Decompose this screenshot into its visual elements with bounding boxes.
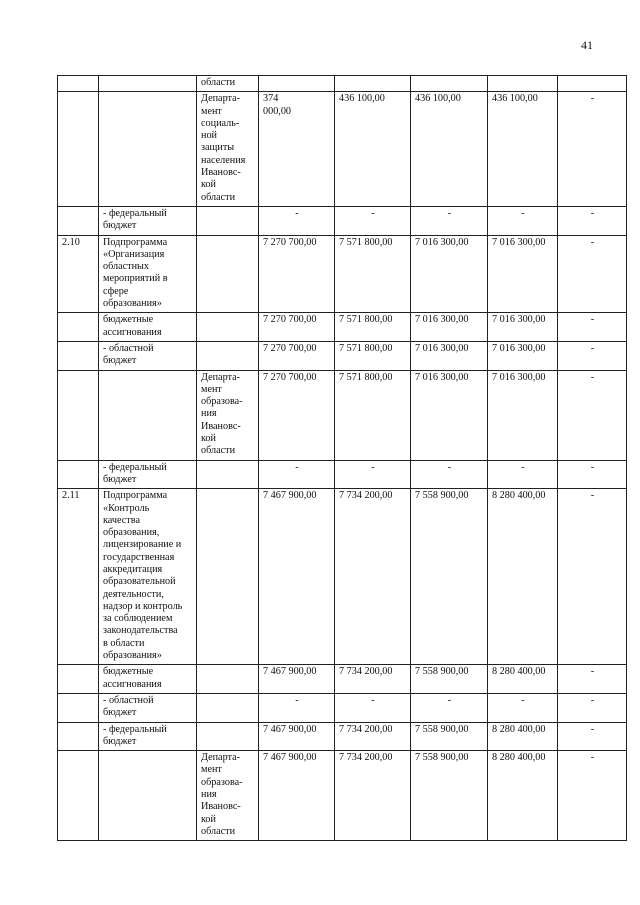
row-number-cell: [58, 235, 99, 313]
amount-year2-cell: [335, 751, 411, 841]
amount-year4-text: 7 016 300,00: [492, 314, 546, 326]
amount-year1-cell: [259, 341, 335, 370]
amount-year1-text: 374 000,00: [263, 93, 292, 117]
amount-year2-cell: [335, 460, 411, 489]
executor-cell: [197, 693, 259, 722]
row-name-cell: [99, 92, 197, 207]
executor-cell: [197, 76, 259, 92]
amount-year5-text: -: [590, 461, 595, 473]
amount-year5-cell: [558, 206, 627, 235]
amount-year4-cell: [488, 76, 558, 92]
executor-cell: [197, 235, 259, 313]
amount-year3-cell: [411, 76, 488, 92]
amount-year3-cell: [411, 751, 488, 841]
amount-year5-cell: [558, 665, 627, 694]
amount-year5-cell: [558, 341, 627, 370]
executor-cell: [197, 313, 259, 342]
executor-text: Департа- мент образова- ния Ивановс- кой области: [201, 752, 243, 837]
amount-year5-text: -: [590, 371, 595, 383]
amount-year5-text: -: [590, 314, 595, 326]
table-row: [58, 341, 627, 370]
amount-year2-text: -: [371, 694, 375, 706]
amount-year5-text: -: [590, 236, 595, 248]
amount-year1-cell: [259, 665, 335, 694]
row-number-cell: [58, 206, 99, 235]
table-row: [58, 722, 627, 751]
amount-year2-cell: [335, 92, 411, 207]
amount-year1-text: -: [295, 461, 299, 473]
amount-year3-cell: [411, 313, 488, 342]
executor-cell: [197, 341, 259, 370]
amount-year3-text: 7 016 300,00: [415, 342, 469, 354]
amount-year4-text: 7 016 300,00: [492, 371, 546, 383]
amount-year2-cell: [335, 489, 411, 665]
table-row: [58, 313, 627, 342]
amount-year5-text: -: [590, 490, 595, 502]
amount-year3-text: -: [447, 461, 452, 473]
amount-year1-text: 7 467 900,00: [263, 490, 317, 502]
row-name-text: бюджетные ассигнования: [103, 666, 162, 690]
amount-year4-text: 8 280 400,00: [492, 723, 546, 735]
amount-year4-text: 7 016 300,00: [492, 236, 546, 248]
amount-year4-cell: [488, 751, 558, 841]
amount-year1-cell: [259, 235, 335, 313]
executor-cell: [197, 92, 259, 207]
row-number-cell: [58, 313, 99, 342]
amount-year5-cell: [558, 460, 627, 489]
amount-year3-text: 7 016 300,00: [415, 314, 469, 326]
amount-year3-text: -: [447, 694, 452, 706]
table-row: [58, 751, 627, 841]
executor-cell: [197, 370, 259, 460]
amount-year5-text: -: [590, 666, 595, 678]
amount-year3-text: 7 558 900,00: [415, 666, 469, 678]
table-row: [58, 92, 627, 207]
amount-year1-text: -: [295, 694, 299, 706]
amount-year5-cell: [558, 722, 627, 751]
amount-year1-text: 7 270 700,00: [263, 342, 317, 354]
budget-table: [57, 75, 627, 841]
executor-text: области: [201, 77, 236, 88]
amount-year5-cell: [558, 76, 627, 92]
row-name-cell: [99, 235, 197, 313]
amount-year5-text: -: [590, 93, 595, 105]
amount-year5-cell: [558, 489, 627, 665]
amount-year3-text: -: [447, 207, 452, 219]
row-name-cell: [99, 460, 197, 489]
executor-cell: [197, 460, 259, 489]
row-name-cell: [99, 370, 197, 460]
amount-year3-cell: [411, 92, 488, 207]
row-name-text: - областной бюджет: [103, 694, 154, 719]
row-number-cell: [58, 76, 99, 92]
executor-text: Департа- мент образова- ния Ивановс- кой области: [201, 371, 243, 457]
amount-year1-cell: [259, 722, 335, 751]
amount-year4-cell: [488, 92, 558, 207]
executor-cell: [197, 722, 259, 751]
amount-year2-cell: [335, 341, 411, 370]
table-row: [58, 370, 627, 460]
row-name-text: - федеральный бюджет: [103, 461, 167, 485]
row-name-cell: [99, 313, 197, 342]
amount-year4-text: 8 280 400,00: [492, 752, 546, 764]
amount-year2-cell: [335, 206, 411, 235]
row-name-text: Подпрограмма «Организация областных мероприятий в сфере образования»: [103, 236, 168, 310]
amount-year2-text: 7 734 200,00: [339, 666, 393, 678]
amount-year2-text: 7 571 800,00: [339, 342, 393, 354]
table-row: [58, 460, 627, 489]
executor-cell: [197, 665, 259, 694]
amount-year4-text: -: [521, 694, 525, 706]
amount-year3-cell: [411, 370, 488, 460]
row-name-text: - федеральный бюджет: [103, 207, 167, 232]
amount-year4-cell: [488, 313, 558, 342]
amount-year5-text: -: [590, 342, 595, 354]
amount-year3-cell: [411, 722, 488, 751]
amount-year5-text: -: [590, 752, 595, 764]
row-number-cell: [58, 341, 99, 370]
amount-year1-cell: [259, 206, 335, 235]
amount-year1-text: 7 270 700,00: [263, 314, 317, 326]
amount-year2-text: 7 571 800,00: [339, 314, 393, 326]
amount-year5-text: -: [590, 207, 595, 219]
table-row: [58, 489, 627, 665]
table-row: [58, 76, 627, 92]
amount-year1-text: 7 467 900,00: [263, 723, 317, 735]
amount-year1-text: -: [295, 207, 299, 219]
amount-year1-text: 7 467 900,00: [263, 666, 317, 678]
amount-year5-text: -: [590, 723, 595, 735]
executor-text: Департа- мент социаль- ной защиты населения Ивановс- кой области: [201, 93, 246, 203]
amount-year4-cell: [488, 206, 558, 235]
executor-cell: [197, 751, 259, 841]
table-row: [58, 206, 627, 235]
amount-year4-cell: [488, 722, 558, 751]
amount-year5-cell: [558, 693, 627, 722]
executor-cell: [197, 489, 259, 665]
amount-year2-text: 7 571 800,00: [339, 236, 393, 248]
amount-year4-cell: [488, 460, 558, 489]
amount-year2-cell: [335, 665, 411, 694]
amount-year1-text: 7 270 700,00: [263, 371, 317, 383]
amount-year2-cell: [335, 235, 411, 313]
amount-year5-cell: [558, 751, 627, 841]
amount-year4-text: 8 280 400,00: [492, 490, 546, 502]
amount-year4-cell: [488, 370, 558, 460]
row-number-cell: [58, 751, 99, 841]
amount-year2-text: 436 100,00: [339, 93, 385, 105]
amount-year2-cell: [335, 722, 411, 751]
amount-year5-cell: [558, 370, 627, 460]
amount-year2-text: 7 734 200,00: [339, 490, 393, 502]
table-row: [58, 665, 627, 694]
amount-year3-cell: [411, 206, 488, 235]
amount-year4-text: 436 100,00: [492, 93, 538, 105]
row-name-cell: [99, 751, 197, 841]
row-number-cell: [58, 722, 99, 751]
amount-year5-cell: [558, 92, 627, 207]
amount-year4-cell: [488, 489, 558, 665]
amount-year4-cell: [488, 235, 558, 313]
amount-year3-text: 7 558 900,00: [415, 490, 469, 502]
amount-year2-cell: [335, 313, 411, 342]
amount-year3-text: 436 100,00: [415, 93, 461, 105]
row-number-cell: [58, 370, 99, 460]
amount-year1-cell: [259, 92, 335, 207]
amount-year3-cell: [411, 489, 488, 665]
row-name-text: - областной бюджет: [103, 342, 154, 367]
amount-year1-cell: [259, 370, 335, 460]
table-row: [58, 235, 627, 313]
amount-year3-text: 7 558 900,00: [415, 723, 469, 735]
amount-year2-cell: [335, 76, 411, 92]
amount-year1-cell: [259, 76, 335, 92]
amount-year2-cell: [335, 693, 411, 722]
row-number-cell: [58, 489, 99, 665]
amount-year3-text: 7 558 900,00: [415, 752, 469, 764]
table-row: [58, 693, 627, 722]
amount-year1-cell: [259, 751, 335, 841]
row-name-cell: [99, 341, 197, 370]
amount-year1-cell: [259, 693, 335, 722]
row-number-text: 2.11: [62, 490, 80, 502]
executor-cell: [197, 206, 259, 235]
amount-year4-text: -: [521, 461, 525, 473]
amount-year3-cell: [411, 460, 488, 489]
amount-year4-text: 8 280 400,00: [492, 666, 546, 678]
amount-year1-text: 7 467 900,00: [263, 752, 317, 764]
amount-year2-text: -: [371, 207, 375, 219]
row-number-cell: [58, 92, 99, 207]
amount-year3-cell: [411, 235, 488, 313]
row-name-cell: [99, 489, 197, 665]
amount-year3-cell: [411, 341, 488, 370]
amount-year2-text: 7 734 200,00: [339, 752, 393, 764]
amount-year3-text: 7 016 300,00: [415, 371, 469, 383]
amount-year1-text: 7 270 700,00: [263, 236, 317, 248]
row-name-cell: [99, 206, 197, 235]
amount-year4-text: 7 016 300,00: [492, 342, 546, 354]
amount-year5-cell: [558, 313, 627, 342]
row-number-text: 2.10: [62, 236, 80, 248]
amount-year4-cell: [488, 693, 558, 722]
amount-year2-text: 7 734 200,00: [339, 723, 393, 735]
row-name-text: бюджетные ассигнования: [103, 314, 162, 338]
row-number-cell: [58, 460, 99, 489]
amount-year3-cell: [411, 665, 488, 694]
row-name-cell: [99, 722, 197, 751]
row-name-text: - федеральный бюджет: [103, 723, 167, 747]
amount-year3-cell: [411, 693, 488, 722]
amount-year1-cell: [259, 489, 335, 665]
row-name-text: Подпрограмма «Контроль качества образования, лицензирование и государственная аккредитация образовательной деятельности, надзор и контроль за соблюдением законодательства в области образования»: [103, 490, 183, 662]
row-name-cell: [99, 76, 197, 92]
amount-year4-text: -: [521, 207, 525, 219]
amount-year5-text: -: [590, 694, 595, 706]
row-name-cell: [99, 665, 197, 694]
amount-year2-text: -: [371, 461, 375, 473]
amount-year2-text: 7 571 800,00: [339, 371, 393, 383]
row-number-cell: [58, 665, 99, 694]
amount-year4-cell: [488, 341, 558, 370]
amount-year1-cell: [259, 460, 335, 489]
amount-year2-cell: [335, 370, 411, 460]
row-number-cell: [58, 693, 99, 722]
amount-year5-cell: [558, 235, 627, 313]
amount-year3-text: 7 016 300,00: [415, 236, 469, 248]
row-name-cell: [99, 693, 197, 722]
page-number: 41: [581, 38, 593, 52]
amount-year4-cell: [488, 665, 558, 694]
amount-year1-cell: [259, 313, 335, 342]
